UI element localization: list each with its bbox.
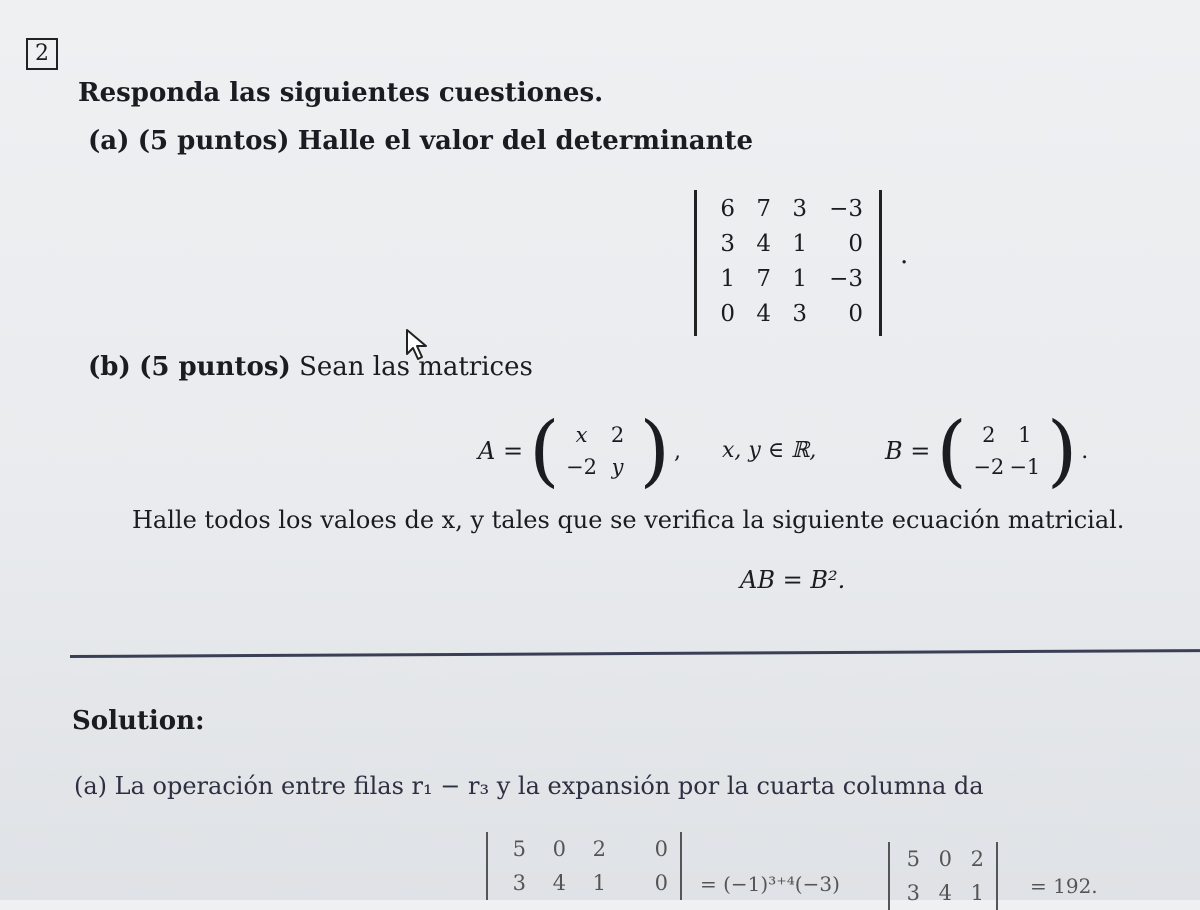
matrix-cell: y <box>611 455 624 479</box>
det-cell: 0 <box>654 837 668 861</box>
det-cell: 2 <box>970 847 984 871</box>
part-b-heading <box>88 352 533 382</box>
matrix-cell: 2 <box>982 423 996 447</box>
matrix-cell: −1 <box>1009 455 1041 479</box>
solution-middle-expression: = (−1)³⁺⁴(−3) <box>700 872 840 896</box>
det-cell: 0 <box>848 231 863 257</box>
part-a-text: Halle el valor del determinante <box>297 126 754 156</box>
matrix-cell: 2 <box>610 423 625 447</box>
solution-determinant-1 <box>486 832 682 900</box>
right-paren: ) <box>639 406 670 496</box>
det-cell: −3 <box>829 196 863 222</box>
det-cell: 4 <box>552 871 566 895</box>
det-cell: 4 <box>938 881 952 905</box>
separator-line <box>70 649 1200 658</box>
part-b-points: (5 puntos) <box>139 352 291 382</box>
det-cell: 7 <box>756 266 771 292</box>
matrix-b <box>885 406 1089 496</box>
det-cell: 5 <box>906 847 920 871</box>
det-cell: 4 <box>756 231 771 257</box>
determinant-matrix <box>694 190 882 336</box>
det-cell: 3 <box>720 231 735 257</box>
matrix-cell: x <box>575 423 588 447</box>
det-cell: 1 <box>720 266 735 292</box>
det-cell: 1 <box>792 266 807 292</box>
det-cell: 2 <box>592 837 606 861</box>
matrix-a <box>478 406 681 496</box>
det-cell: 0 <box>848 301 863 327</box>
det-cell: 6 <box>720 196 735 222</box>
matrix-cell: −2 <box>973 455 1005 479</box>
matrix-a-label: A = <box>478 437 524 465</box>
matrix-b-label: B = <box>885 437 931 465</box>
part-b-text: Sean las matrices <box>299 352 533 382</box>
det-cell: 0 <box>720 301 735 327</box>
det-cell: 1 <box>970 881 984 905</box>
det-cell: 1 <box>792 231 807 257</box>
det-cell: 3 <box>512 871 526 895</box>
comma: , <box>673 438 681 464</box>
det-cell: 0 <box>552 837 566 861</box>
right-paren: ) <box>1046 406 1078 496</box>
det-cell: 4 <box>756 301 771 327</box>
det-cell: 0 <box>938 847 952 871</box>
det-cell: −3 <box>829 266 863 292</box>
solution-heading: Solution: <box>72 706 205 736</box>
part-a-label: (a) <box>88 126 130 156</box>
det-cell: 3 <box>906 881 920 905</box>
part-a-heading <box>88 126 753 156</box>
variable-domain: x, y ∈ ℝ, <box>722 438 817 463</box>
part-b-label: (b) <box>88 352 131 382</box>
part-b-instruction: Halle todos los valoes de x, y tales que se verifica la siguiente ecuación matricial. <box>132 506 1125 534</box>
det-cell: 7 <box>756 196 771 222</box>
matrix-equation: AB = B². <box>740 566 846 594</box>
period: . <box>1081 438 1089 464</box>
det-cell: 5 <box>512 837 526 861</box>
matrix-a-grid <box>564 419 636 483</box>
det-cell: 0 <box>654 871 668 895</box>
matrix-cell: −2 <box>566 455 597 479</box>
matrix-b-grid <box>971 419 1043 483</box>
matrix-cell: 1 <box>1018 423 1032 447</box>
det-cell: 3 <box>792 301 807 327</box>
det-cell: 1 <box>592 871 606 895</box>
det-cell: 3 <box>792 196 807 222</box>
left-paren: ( <box>936 406 967 496</box>
solution-part-a-text: (a) La operación entre filas r₁ − r₃ y la expansión por la cuarta columna da <box>74 772 984 800</box>
det-period: . <box>900 240 909 270</box>
part-a-points: (5 puntos) <box>137 126 290 156</box>
problem-intro: Responda las siguientes cuestiones. <box>78 78 604 108</box>
left-paren: ( <box>529 406 560 496</box>
solution-result: = 192. <box>1030 874 1098 898</box>
problem-number-box: 2 <box>26 38 58 70</box>
